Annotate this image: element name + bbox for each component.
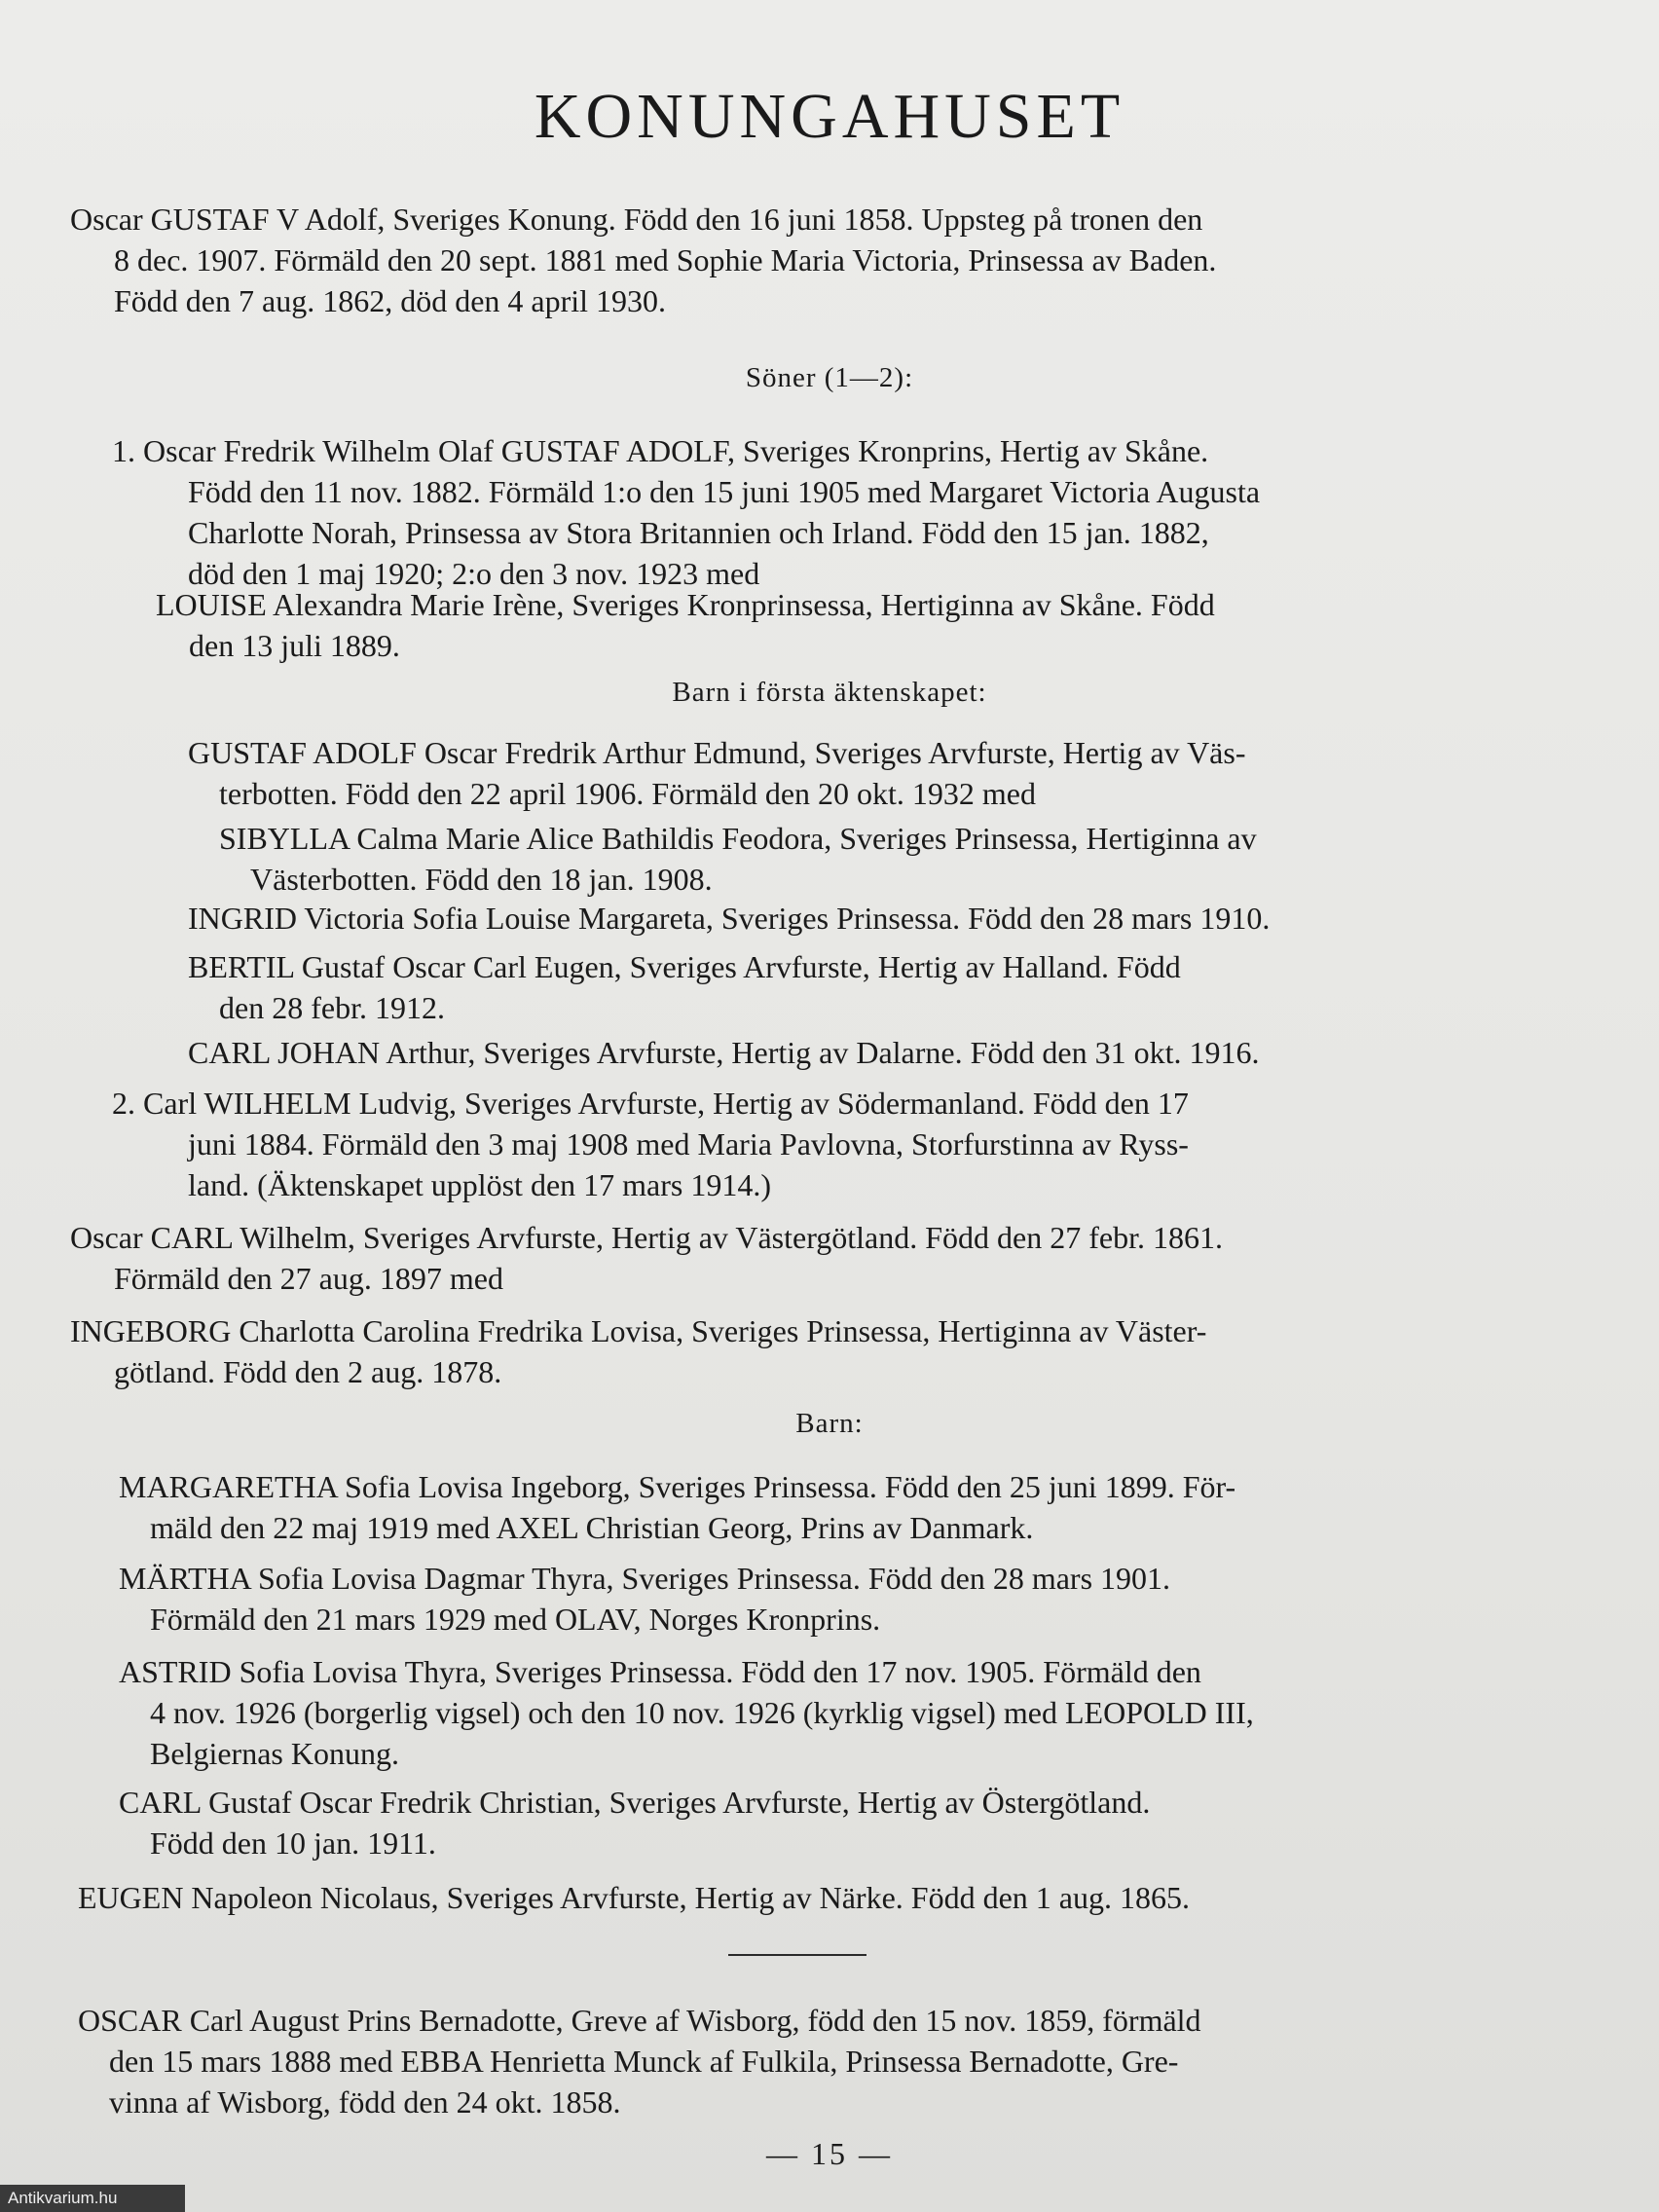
entry-ingrid bbox=[188, 898, 1512, 939]
text-line: CARL JOHAN Arthur, Sveriges Arvfurste, Hertig av Dalarne. Född den 31 okt. 1916. bbox=[188, 1035, 1260, 1070]
text-line: LOUISE Alexandra Marie Irène, Sveriges Kronprinsessa, Hertiginna av Skåne. Född bbox=[156, 587, 1215, 622]
text-line: Belgiernas Konung. bbox=[150, 1736, 399, 1771]
text-line: den 28 febr. 1912. bbox=[219, 990, 445, 1025]
text-line: Oscar CARL Wilhelm, Sveriges Arvfurste, Hertig av Västergötland. Född den 27 febr. 1861. bbox=[70, 1220, 1223, 1255]
entry-gustaf-adolf bbox=[188, 732, 1506, 814]
text-line: Västerbotten. Född den 18 jan. 1908. bbox=[250, 862, 713, 897]
entry-carl-gustaf bbox=[119, 1782, 1516, 1863]
entry-margaretha bbox=[119, 1466, 1516, 1548]
text-line: Född den 11 nov. 1882. Förmäld 1:o den 15 juni 1905 med Margaret Victoria Augusta bbox=[188, 474, 1261, 509]
text-line: götland. Född den 2 aug. 1878. bbox=[114, 1354, 502, 1389]
text-line: INGRID Victoria Sofia Louise Margareta, Sveriges Prinsessa. Född den 28 mars 1910. bbox=[188, 901, 1271, 936]
text-line: den 13 juli 1889. bbox=[189, 628, 400, 663]
text-line: den 15 mars 1888 med EBBA Henrietta Munck af Fulkila, Prinsessa Bernadotte, Gre- bbox=[109, 2044, 1179, 2079]
text-line: OSCAR Carl August Prins Bernadotte, Greve af Wisborg, född den 15 nov. 1859, förmäld bbox=[78, 2003, 1201, 2038]
text-line: Född den 7 aug. 1862, död den 4 april 1930. bbox=[114, 283, 667, 318]
text-line: MÄRTHA Sofia Lovisa Dagmar Thyra, Sveriges Prinsessa. Född den 28 mars 1901. bbox=[119, 1561, 1171, 1596]
text-line: land. (Äktenskapet upplöst den 17 mars 1914.) bbox=[188, 1167, 771, 1202]
text-line: juni 1884. Förmäld den 3 maj 1908 med Maria Pavlovna, Storfurstinna av Ryss- bbox=[188, 1126, 1189, 1161]
entry-oscar-bernadotte bbox=[78, 2000, 1516, 2122]
entry-bertil bbox=[188, 946, 1506, 1028]
text-line: ASTRID Sofia Lovisa Thyra, Sveriges Prinsessa. Född den 17 nov. 1905. Förmäld den bbox=[119, 1654, 1201, 1689]
text-line: Förmäld den 27 aug. 1897 med bbox=[114, 1261, 503, 1296]
entry-astrid bbox=[119, 1651, 1516, 1774]
entry-oscar-gustaf-v bbox=[70, 199, 1506, 321]
entry-eugen bbox=[78, 1877, 1519, 1918]
text-line: INGEBORG Charlotta Carolina Fredrika Lovisa, Sveriges Prinsessa, Hertiginna av Väster- bbox=[70, 1313, 1207, 1348]
entry-gustaf-adolf-kronprins bbox=[112, 430, 1506, 594]
text-line: EUGEN Napoleon Nicolaus, Sveriges Arvfurste, Hertig av Närke. Född den 1 aug. 1865. bbox=[78, 1880, 1190, 1915]
text-line: 2. Carl WILHELM Ludvig, Sveriges Arvfurste, Hertig av Södermanland. Född den 17 bbox=[112, 1086, 1189, 1121]
heading-barn-forsta: Barn i första äktenskapet: bbox=[672, 677, 987, 708]
text-line: terbotten. Född den 22 april 1906. Förmäld den 20 okt. 1932 med bbox=[219, 776, 1036, 811]
text-line: BERTIL Gustaf Oscar Carl Eugen, Sveriges Arvfurste, Hertig av Halland. Född bbox=[188, 949, 1181, 984]
entry-louise bbox=[156, 584, 1506, 666]
text-line: mäld den 22 maj 1919 med AXEL Christian Georg, Prins av Danmark. bbox=[150, 1510, 1034, 1545]
text-line: CARL Gustaf Oscar Fredrik Christian, Sveriges Arvfurste, Hertig av Östergötland. bbox=[119, 1785, 1151, 1820]
page-title: KONUNGAHUSET bbox=[534, 81, 1125, 152]
entry-ingeborg bbox=[70, 1310, 1516, 1392]
heading-soner: Söner (1—2): bbox=[745, 362, 914, 393]
text-line: MARGARETHA Sofia Lovisa Ingeborg, Sveriges Prinsessa. Född den 25 juni 1899. För- bbox=[119, 1469, 1236, 1504]
text-line: 1. Oscar Fredrik Wilhelm Olaf GUSTAF ADOLF, Sveriges Kronprins, Hertig av Skåne. bbox=[112, 433, 1209, 468]
entry-wilhelm bbox=[112, 1083, 1506, 1205]
text-line: GUSTAF ADOLF Oscar Fredrik Arthur Edmund, Sveriges Arvfurste, Hertig av Väs- bbox=[188, 735, 1246, 770]
text-line: Född den 10 jan. 1911. bbox=[150, 1825, 436, 1861]
text-line: 8 dec. 1907. Förmäld den 20 sept. 1881 med Sophie Maria Victoria, Prinsessa av Baden. bbox=[114, 242, 1217, 277]
entry-oscar-carl bbox=[70, 1217, 1516, 1299]
text-line: Charlotte Norah, Prinsessa av Stora Britannien och Irland. Född den 15 jan. 1882, bbox=[188, 515, 1209, 550]
entry-carl-johan bbox=[188, 1032, 1512, 1073]
text-line: död den 1 maj 1920; 2:o den 3 nov. 1923 med bbox=[188, 556, 760, 591]
text-line: Oscar GUSTAF V Adolf, Sveriges Konung. Född den 16 juni 1858. Uppsteg på tronen den bbox=[70, 202, 1203, 237]
watermark: Antikvarium.hu bbox=[0, 2185, 185, 2212]
text-line: SIBYLLA Calma Marie Alice Bathildis Feodora, Sveriges Prinsessa, Hertiginna av bbox=[219, 821, 1257, 856]
text-line: 4 nov. 1926 (borgerlig vigsel) och den 10 nov. 1926 (kyrklig vigsel) med LEOPOLD III, bbox=[150, 1695, 1254, 1730]
page-number: — 15 — bbox=[766, 2136, 893, 2171]
text-line: Förmäld den 21 mars 1929 med OLAV, Norges Kronprins. bbox=[150, 1602, 881, 1637]
section-divider bbox=[728, 1954, 866, 1956]
text-line: vinna af Wisborg, född den 24 okt. 1858. bbox=[109, 2084, 621, 2120]
entry-sibylla bbox=[219, 818, 1506, 900]
heading-barn: Barn: bbox=[795, 1408, 864, 1439]
entry-martha bbox=[119, 1558, 1516, 1640]
